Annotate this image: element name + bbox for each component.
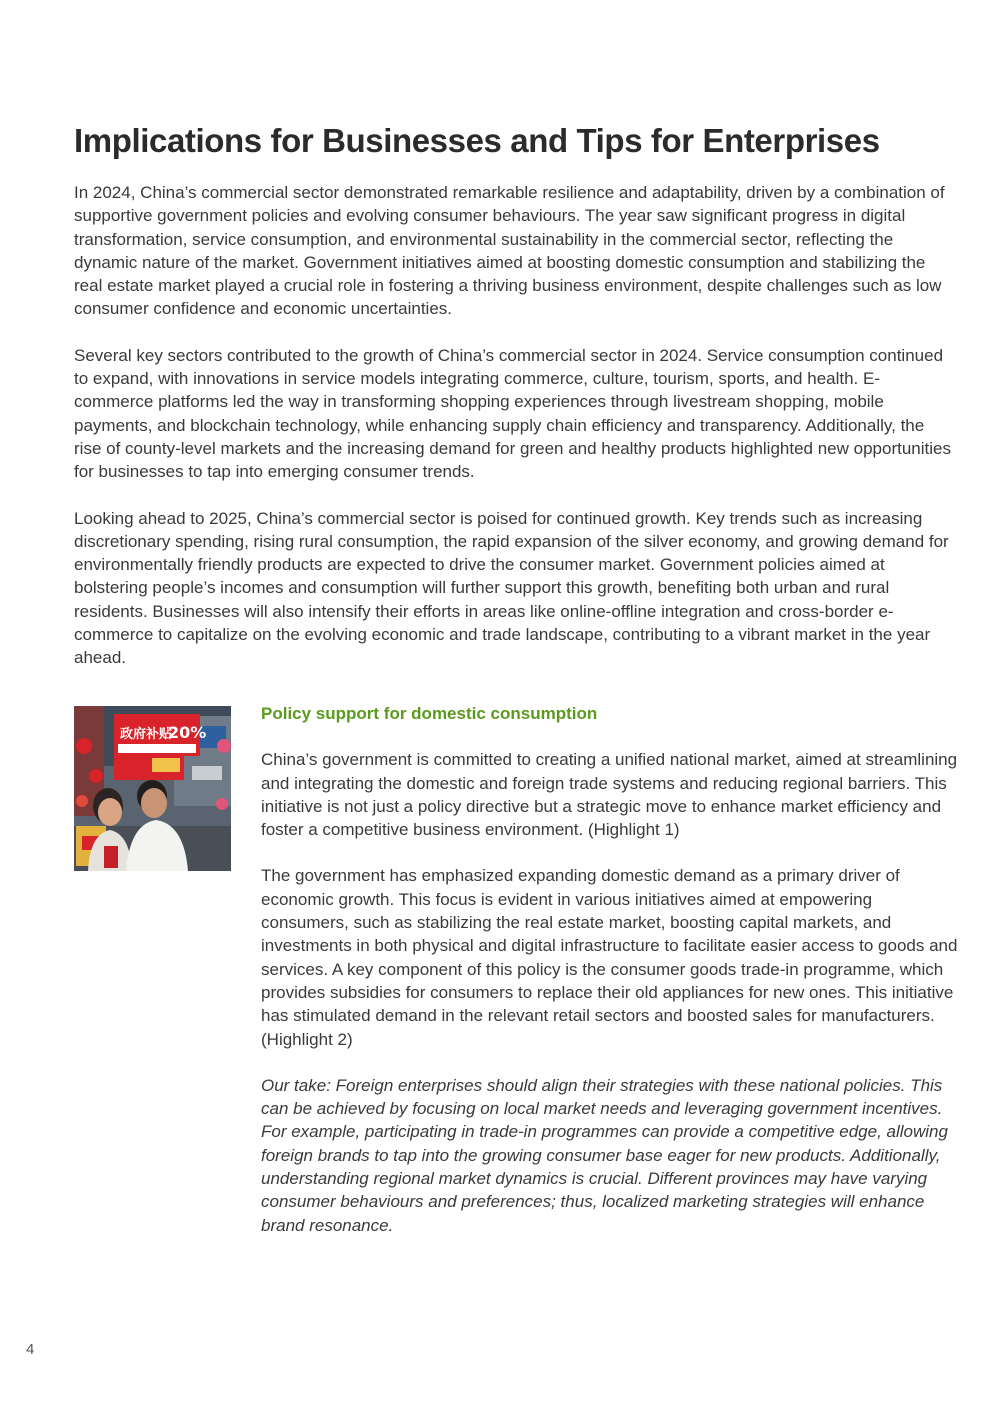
section-heading: Policy support for domestic consumption [261, 704, 598, 723]
our-take-paragraph: Our take: Foreign enterprises should align their strategies with these national policies. This can be achieved by focusing on local market needs and leveraging government incentives. For example, participating in trade-in programmes can provide a competitive edge, allowing foreign brands to tap into the growing consumer base eager for new products. Additionally, understanding regional market dynamics is crucial. Different provinces may have varying consumer behaviours and preferences; thus, localized marketing strategies will enhance brand resonance. [261, 1075, 948, 1235]
banner-percent: 20% [168, 723, 207, 742]
page-title: Implications for Businesses and Tips for Enterprises [74, 122, 880, 159]
intro-section [74, 181, 954, 693]
intro-paragraph: In 2024, China’s commercial sector demonstrated remarkable resilience and adaptability, driven by a combination of supportive government policies and evolving consumer behaviours. The year saw significant progress in digital transformation, service consumption, and environmental sustainability in the commercial sector, reflecting the dynamic nature of the market. Government initiatives aimed at boosting domestic consumption and stabilizing the real estate market played a crucial role in fostering a thriving business environment, despite challenges such as low consumer confidence and economic uncertainties. [74, 183, 945, 319]
policy-paragraph: The government has emphasized expanding domestic demand as a primary driver of economic growth. This focus is evident in various initiatives aimed at empowering consumers, such as stabilizing the real estate market, boosting capital markets, and investments in both physical and digital infrastructure to facilitate easier access to goods and services. A key component of this policy is the consumer goods trade-in programme, which provides subsidies for consumers to replace their old appliances for new ones. This initiative has stimulated demand in the relevant retail sectors and boosted sales for manufacturers. (Highlight 2) [261, 866, 958, 1049]
policy-section [261, 702, 961, 1260]
page-number: 4 [26, 1341, 35, 1358]
intro-paragraph: Looking ahead to 2025, China’s commercial sector is poised for continued growth. Key trends such as increasing discretionary spending, rising rural consumption, the rapid expansion of the silver economy, and growing demand for environmentally friendly products are expected to drive the consumer market. Government policies aimed at bolstering people’s incomes and consumption will further support this growth, benefiting both urban and rural residents. Businesses will also intensify their efforts in areas like online-offline integration and cross-border e-commerce to capitalize on the evolving economic and trade landscape, contributing to a vibrant market in the year ahead. [74, 508, 949, 668]
banner-text: 政府补贴 [120, 727, 173, 742]
intro-paragraph: Several key sectors contributed to the growth of China’s commercial sector in 2024. Service consumption continued to expand, with innovations in service models integrating commerce, culture, tourism, sports, and health. E-commerce platforms led the way in transforming shopping experiences through livestream shopping, mobile payments, and blockchain technology, while enhancing supply chain efficiency and transparency. Additionally, the rise of county-level markets and the increasing demand for green and healthy products highlighted new opportunities for businesses to tap into emerging consumer trends. [74, 345, 951, 482]
store-shoppers-photo [74, 706, 231, 871]
policy-paragraph: China’s government is committed to creating a unified national market, aimed at streamlining and integrating the domestic and foreign trade systems and reducing regional barriers. This initiative is not just a policy directive but a strategic move to enhance market efficiency and foster a competitive business environment. (Highlight 1) [261, 750, 958, 840]
